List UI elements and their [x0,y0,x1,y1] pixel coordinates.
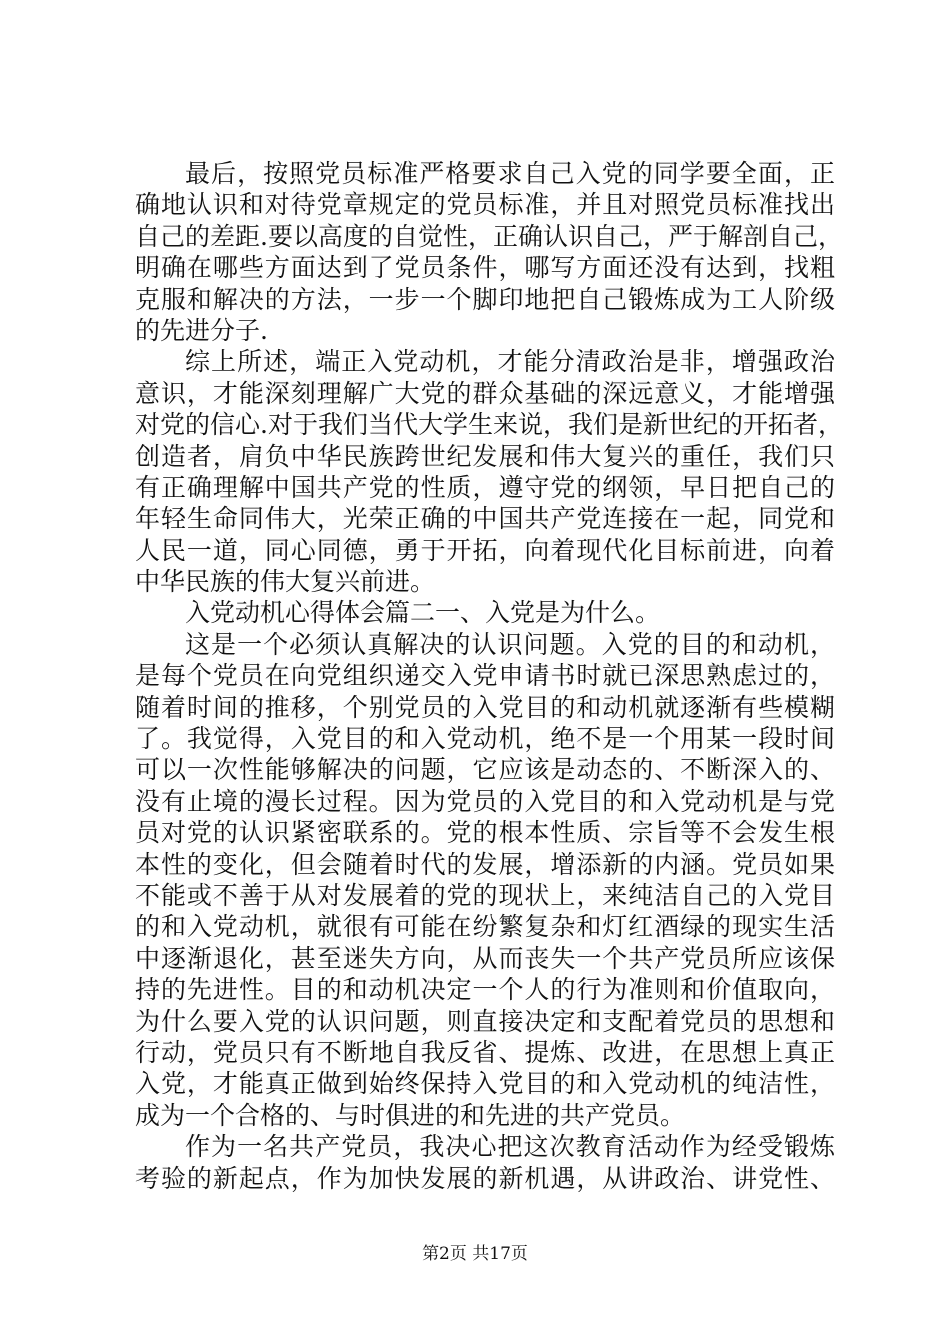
section-heading [135,597,835,628]
text-line: 员对党的认识紧密联系的。党的根本性质、宗旨等不会发生根 [135,818,835,848]
text-line: 克服和解决的方法，一步一个脚印地把自己锻炼成为工人阶级 [135,284,835,314]
text-line: 综上所述，端正入党动机，才能分清政治是非，增强政治 [185,347,835,377]
text-line: 考验的新起点，作为加快发展的新机遇，从讲政治、讲党性、 [135,1163,835,1193]
text-line: 这是一个必须认真解决的认识问题。入党的目的和动机， [185,629,835,659]
text-line: 确地认识和对待党章规定的党员标准，并且对照党员标准找出 [135,190,835,220]
text-line: 年轻生命同伟大，光荣正确的中国共产党连接在一起，同党和 [135,504,835,534]
text-line: 有正确理解中国共产党的性质，遵守党的纲领，早日把自己的 [135,472,835,502]
text-line: 了。我觉得，入党目的和入党动机，绝不是一个用某一段时间 [135,724,835,754]
paragraph [135,1131,835,1194]
text-line: 最后，按照党员标准严格要求自己入党的同学要全面，正 [185,159,835,188]
text-line: 明确在哪些方面达到了党员条件，哪写方面还没有达到，找粗 [135,253,835,283]
text-line: 不能或不善于从对发展着的党的现状上，来纯洁自己的入党目 [135,880,835,910]
text-line: 自己的差距.要以高度的自觉性，正确认识自己，严于解剖自己， [135,221,843,251]
paragraph [135,629,835,1131]
paragraph [135,158,843,346]
text-line: 本性的变化，但会随着时代的发展，增添新的内涵。党员如果 [135,849,835,879]
document-body [135,158,843,1194]
text-line: 人民一道，同心同德，勇于开拓，向着现代化目标前进，向着 [135,535,835,565]
text-line: 创造者，肩负中华民族跨世纪发展和伟大复兴的重任，我们只 [135,441,835,471]
text-line: 中华民族的伟大复兴前进。 [135,567,436,597]
text-line: 随着时间的推移，个别党员的入党目的和动机就逐渐有些模糊 [135,692,835,722]
text-line: 作为一名共产党员，我决心把这次教育活动作为经受锻炼 [185,1132,835,1162]
text-line: 行动，党员只有不断地自我反省、提炼、改进，在思想上真正 [135,1037,835,1067]
text-line: 意识，才能深刻理解广大党的群众基础的深远意义，才能增强 [135,378,835,408]
text-line: 入党，才能真正做到始终保持入党目的和入党动机的纯洁性， [135,1069,835,1099]
text-line: 持的先进性。目的和动机决定一个人的行为准则和价值取向， [135,975,835,1005]
text-line: 中逐渐退化，甚至迷失方向，从而丧失一个共产党员所应该保 [135,943,835,973]
text-line: 成为一个合格的、与时俱进的和先进的共产党员。 [135,1100,686,1130]
text-line: 是每个党员在向党组织递交入党申请书时就已深思熟虑过的， [135,661,835,691]
text-line: 的先进分子. [135,315,268,345]
text-line: 为什么要入党的认识问题，则直接决定和支配着党员的思想和 [135,1006,835,1036]
text-line: 可以一次性能够解决的问题，它应该是动态的、不断深入的、 [135,755,835,785]
page-number-footer: 第2页 共17页 [422,1244,528,1264]
text-line: 没有止境的漫长过程。因为党员的入党目的和入党动机是与党 [135,786,835,816]
text-line: 的和入党动机，就很有可能在纷繁复杂和灯红酒绿的现实生活 [135,912,835,942]
paragraph [135,346,843,597]
text-line: 对党的信心.对于我们当代大学生来说，我们是新世纪的开拓者， [135,410,843,440]
text-line: 入党动机心得体会篇二一、入党是为什么。 [185,598,661,628]
